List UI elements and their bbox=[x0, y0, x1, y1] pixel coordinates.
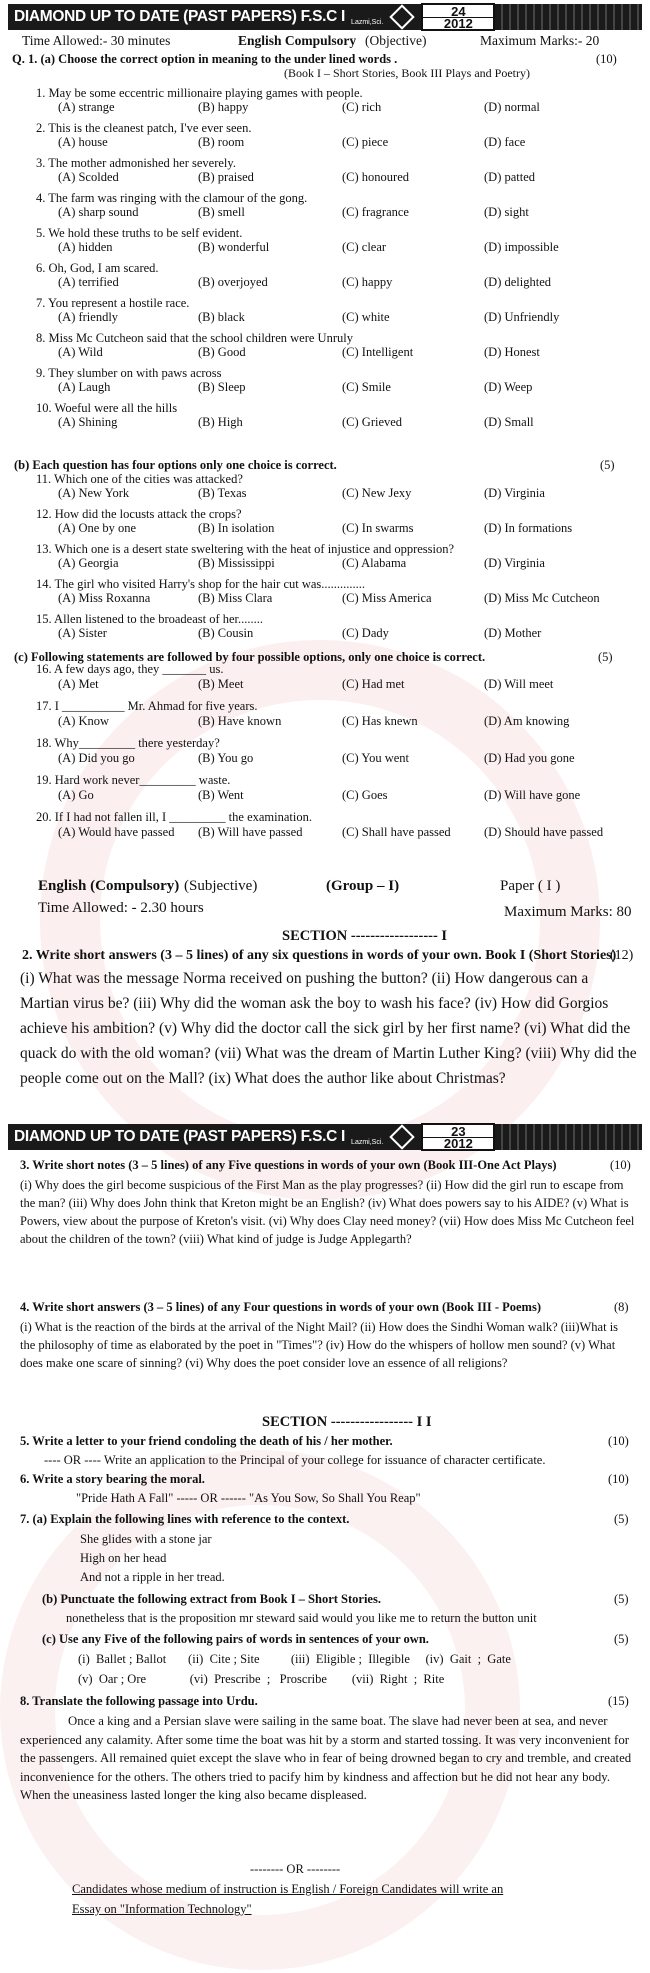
q6-heading: 6. Write a story bearing the moral. bbox=[20, 1472, 205, 1486]
banner-paper-number: 24 bbox=[451, 3, 466, 19]
mcq-option: (B) Mississippi bbox=[198, 556, 275, 570]
mcq-option: (C) piece bbox=[342, 135, 389, 149]
mcq-option: (B) You go bbox=[198, 751, 254, 765]
mcq-option: (B) Meet bbox=[198, 677, 244, 691]
q7c-row-2: (v) Oar ; Ore (vi) Prescribe ; Proscribe (vii) Right ; Rite bbox=[78, 1672, 445, 1686]
q4-heading: 4. Write short answers (3 – 5 lines) of any Four questions in words of your own (Book III - Poems) bbox=[20, 1300, 541, 1314]
mcq-option: (B) room bbox=[198, 135, 245, 149]
q8-heading: 8. Translate the following passage into Urdu. bbox=[20, 1694, 258, 1708]
q7b-heading: (b) Punctuate the following extract from Book I – Short Stories. bbox=[42, 1592, 381, 1606]
q5-heading: 5. Write a letter to your friend condoling the death of his / her mother. bbox=[20, 1434, 393, 1448]
mcq-option: (C) Goes bbox=[342, 788, 388, 802]
mcq-option: (D) Miss Mc Cutcheon bbox=[484, 591, 600, 605]
subjective-paper: Paper ( I ) bbox=[500, 878, 561, 894]
mcq-option: (A) terrified bbox=[58, 275, 119, 289]
mcq-question: 1. May be some eccentric millionaire playing games with people. bbox=[36, 86, 363, 100]
subjective-time: Time Allowed: - 2.30 hours bbox=[38, 900, 204, 916]
banner-brand-second: Lazmi,Sci. bbox=[351, 1138, 384, 1146]
mcq-option: (D) Honest bbox=[484, 345, 540, 359]
mcq-option: (B) Will have passed bbox=[198, 825, 303, 839]
q8-or: -------- OR -------- bbox=[250, 1862, 341, 1876]
essay-topic bbox=[72, 1902, 252, 1917]
mcq-option: (B) smell bbox=[198, 205, 245, 219]
q7a-heading: 7. (a) Explain the following lines with reference to the context. bbox=[20, 1512, 350, 1526]
mcq-option: (C) honoured bbox=[342, 170, 409, 184]
q8-body: Once a king and a Persian slave were sailing in the same boat. The slave had never been at sea, and never experienced any calamity. After some time the boat was hit by a storm and started tossing. It was very inconvenient for the passengers. All remained quiet except the slave who in fear of being drowned began to cry and tremble, and created inconvenience for the others. The others tried to pacify him by kindness and affection but he did not hear any body. When the uneasiness lasted longer the king also became displeased. bbox=[20, 1714, 632, 1802]
mcq-option: (B) Have known bbox=[198, 714, 282, 728]
section-two-heading: SECTION ----------------- I I bbox=[262, 1414, 432, 1430]
mcq-question: 10. Woeful were all the hills bbox=[36, 401, 178, 415]
mcq-option: (A) strange bbox=[58, 100, 115, 114]
mcq-question: 19. Hard work never_________ waste. bbox=[36, 773, 231, 787]
mcq-question: 5. We hold these truths to be self evident. bbox=[36, 226, 243, 240]
mcq-option: (B) happy bbox=[198, 100, 249, 114]
banner-paper-code bbox=[421, 3, 495, 31]
mcq-option: (A) Know bbox=[58, 714, 110, 728]
q1b-heading: (b) Each question has four options only one choice is correct. bbox=[14, 458, 337, 472]
q1b-marks: (5) bbox=[600, 458, 615, 472]
mcq-option: (D) Weep bbox=[484, 380, 533, 394]
q7c-heading: (c) Use any Five of the following pairs of words in sentences of your own. bbox=[42, 1632, 429, 1646]
mcq-question: 3. The mother admonished her severely. bbox=[36, 156, 236, 170]
essay-topic-text: Essay on "Information Technology" bbox=[72, 1902, 252, 1916]
subjective-type: (Subjective) bbox=[184, 878, 258, 894]
diamond-icon bbox=[390, 4, 415, 29]
q7a-line-3: And not a ripple in her tread. bbox=[80, 1570, 225, 1584]
mcq-option: (A) sharp sound bbox=[58, 205, 139, 219]
q3-marks: (10) bbox=[610, 1158, 631, 1172]
mcq-question: 17. I __________ Mr. Ahmad for five years. bbox=[36, 699, 258, 713]
mcq-option: (D) In formations bbox=[484, 521, 573, 535]
q6-marks: (10) bbox=[608, 1472, 629, 1486]
mcq-option: (B) Cousin bbox=[198, 626, 254, 640]
mcq-option: (A) Laugh bbox=[58, 380, 111, 394]
mcq-option: (B) Texas bbox=[198, 486, 247, 500]
q4-body: (i) What is the reaction of the birds at the arrival of the Night Mail? (ii) How does the Sindhi Woman walk? (iii)What is the philosophy of time as elaborated by the poet in "Times"? (iv) How do the whispers of hollow men sound? (v) What does make one scare of sinning? (vi) Why does the poet consider love an essence of all religions? bbox=[20, 1320, 619, 1370]
subjective-subject: English (Compulsory) bbox=[38, 878, 180, 894]
mcq-option: (C) New Jexy bbox=[342, 486, 412, 500]
mcq-option: (C) rich bbox=[342, 100, 382, 114]
mcq-option: (A) Wild bbox=[58, 345, 103, 359]
subjective-group: (Group – I) bbox=[326, 878, 400, 894]
q1a-heading: Q. 1. (a) Choose the correct option in meaning to the under lined words . bbox=[12, 52, 398, 66]
mcq-option: (D) delighted bbox=[484, 275, 551, 289]
mcq-option: (C) Had met bbox=[342, 677, 405, 691]
mcq-option: (A) Met bbox=[58, 677, 99, 691]
mcq-option: (A) friendly bbox=[58, 310, 119, 324]
paper-type: (Objective) bbox=[365, 33, 427, 48]
mcq-option: (D) Mother bbox=[484, 626, 542, 640]
mcq-option: (A) New York bbox=[58, 486, 130, 500]
mcq-option: (C) You went bbox=[342, 751, 410, 765]
banner-brand: Lazmi,Sci. bbox=[351, 18, 384, 26]
mcq-option: (D) Had you gone bbox=[484, 751, 575, 765]
mcq-option: (C) happy bbox=[342, 275, 393, 289]
mcq-question: 2. This is the cleanest patch, I've ever seen. bbox=[36, 121, 252, 135]
q7c-row-1: (i) Ballet ; Ballot (ii) Cite ; Site (iii) Eligible ; Illegible (iv) Gait ; Gate bbox=[78, 1652, 511, 1666]
q7b-body: nonetheless that is the proposition mr steward said would you like me to return the button unit bbox=[66, 1611, 537, 1625]
mcq-option: (A) Shining bbox=[58, 415, 118, 429]
banner-paper-code-second bbox=[421, 1123, 495, 1151]
mcq-option: (B) In isolation bbox=[198, 521, 275, 535]
mcq-option: (B) Miss Clara bbox=[198, 591, 273, 605]
mcq-question: 14. The girl who visited Harry's shop for the hair cut was.............. bbox=[36, 577, 366, 591]
q2-body: (i) What was the message Norma received on pushing the button? (ii) How dangerous can a Martian virus be? (iii) Why did the woman ask the boy to wash his face? (iv) How did Gorgios achieve his ambition? (v) Why did the doctor call the sick girl by her first name? (vi) What did the quack do with the old woman? (vii) What was the dream of Martin Luther King? (viii) Why did the people come out on the Mall? (ix) What does the author like about Christmas? bbox=[20, 970, 637, 1087]
mcq-option: (D) face bbox=[484, 135, 526, 149]
banner-paper-year: 2012 bbox=[423, 17, 493, 29]
banner-title-second: DIAMOND UP TO DATE (PAST PAPERS) F.S.C I bbox=[14, 1128, 346, 1145]
mcq-option: (A) Go bbox=[58, 788, 94, 802]
mcq-option: (B) Went bbox=[198, 788, 244, 802]
subject-title: English Compulsory bbox=[238, 33, 357, 48]
mcq-option: (D) patted bbox=[484, 170, 536, 184]
q7a-marks: (5) bbox=[614, 1512, 629, 1526]
mcq-option: (C) Alabama bbox=[342, 556, 407, 570]
mcq-option: (A) Scolded bbox=[58, 170, 119, 184]
mcq-question: 9. They slumber on with paws across bbox=[36, 366, 222, 380]
header-banner bbox=[8, 4, 642, 30]
mcq-option: (C) Shall have passed bbox=[342, 825, 451, 839]
q1a-subheading: (Book I – Short Stories, Book III Plays and Poetry) bbox=[284, 66, 530, 80]
q2-marks: (12) bbox=[610, 948, 634, 963]
mcq-option: (D) Will have gone bbox=[484, 788, 581, 802]
q1c-heading: (c) Following statements are followed by four possible options, only one choice is correct. bbox=[14, 650, 486, 664]
banner-paper-year-second: 2012 bbox=[423, 1137, 493, 1149]
mcq-option: (A) Did you go bbox=[58, 751, 135, 765]
mcq-question: 18. Why_________ there yesterday? bbox=[36, 736, 220, 750]
q1c-marks: (5) bbox=[598, 650, 613, 664]
mcq-option: (A) Would have passed bbox=[58, 825, 175, 839]
mcq-option: (D) Should have passed bbox=[484, 825, 604, 839]
mcq-option: (C) Smile bbox=[342, 380, 391, 394]
mcq-question: 15. Allen listened to the broadeast of her........ bbox=[36, 612, 264, 626]
mcq-option: (C) fragrance bbox=[342, 205, 409, 219]
mcq-option: (A) One by one bbox=[58, 521, 137, 535]
mcq-option: (D) Virginia bbox=[484, 486, 545, 500]
section-one-heading: SECTION ------------------ I bbox=[282, 928, 448, 944]
mcq-option: (A) Sister bbox=[58, 626, 107, 640]
time-allowed: Time Allowed:- 30 minutes bbox=[22, 33, 171, 48]
mcq-option: (D) normal bbox=[484, 100, 540, 114]
mcq-question: 12. How did the locusts attack the crops? bbox=[36, 507, 242, 521]
q7a-line-2: High on her head bbox=[80, 1551, 167, 1565]
maximum-marks: Maximum Marks:- 20 bbox=[480, 33, 600, 48]
mcq-question: 4. The farm was ringing with the clamour of the gong. bbox=[36, 191, 308, 205]
mcq-question: 6. Oh, God, I am scared. bbox=[36, 261, 159, 275]
mcq-option: (A) Miss Roxanna bbox=[58, 591, 151, 605]
mcq-option: (B) Sleep bbox=[198, 380, 246, 394]
mcq-option: (D) Virginia bbox=[484, 556, 545, 570]
mcq-option: (C) Grieved bbox=[342, 415, 403, 429]
mcq-question: 13. Which one is a desert state sweltering with the heat of injustice and oppression? bbox=[36, 542, 455, 556]
q3-heading: 3. Write short notes (3 – 5 lines) of any Five questions in words of your own (Book III-One Act Plays) bbox=[20, 1158, 557, 1172]
mcq-option: (B) Good bbox=[198, 345, 246, 359]
mcq-option: (C) Has knewn bbox=[342, 714, 418, 728]
q7b-marks: (5) bbox=[614, 1592, 629, 1606]
mcq-option: (D) Will meet bbox=[484, 677, 554, 691]
mcq-option: (D) Small bbox=[484, 415, 534, 429]
banner-title: DIAMOND UP TO DATE (PAST PAPERS) F.S.C I bbox=[14, 8, 346, 25]
mcq-option: (B) praised bbox=[198, 170, 254, 184]
banner-pattern bbox=[495, 4, 642, 30]
q8-marks: (15) bbox=[608, 1694, 629, 1708]
mcq-option: (B) wonderful bbox=[198, 240, 270, 254]
banner-paper-number-second: 23 bbox=[451, 1123, 466, 1139]
mcq-option: (C) Miss America bbox=[342, 591, 432, 605]
mcq-option: (A) Georgia bbox=[58, 556, 119, 570]
mcq-question: 11. Which one of the cities was attacked? bbox=[36, 472, 243, 486]
mcq-option: (D) Am knowing bbox=[484, 714, 570, 728]
mcq-option: (B) overjoyed bbox=[198, 275, 268, 289]
q5-marks: (10) bbox=[608, 1434, 629, 1448]
mcq-question: 7. You represent a hostile race. bbox=[36, 296, 190, 310]
mcq-option: (D) Unfriendly bbox=[484, 310, 560, 324]
header-banner-second bbox=[8, 1124, 642, 1150]
q6-options: "Pride Hath A Fall" ----- OR ------ "As You Sow, So Shall You Reap" bbox=[76, 1491, 421, 1505]
q4-marks: (8) bbox=[614, 1300, 629, 1314]
subjective-marks: Maximum Marks: 80 bbox=[504, 904, 632, 920]
mcq-option: (C) Intelligent bbox=[342, 345, 414, 359]
q7c-marks: (5) bbox=[614, 1632, 629, 1646]
mcq-question: 8. Miss Mc Cutcheon said that the school children were Unruly bbox=[36, 331, 353, 345]
mcq-option: (C) Dady bbox=[342, 626, 389, 640]
mcq-option: (C) In swarms bbox=[342, 521, 414, 535]
mcq-option: (B) black bbox=[198, 310, 245, 324]
q1a-marks: (10) bbox=[596, 52, 617, 66]
mcq-option: (D) sight bbox=[484, 205, 529, 219]
mcq-option: (C) clear bbox=[342, 240, 387, 254]
q2-heading: 2. Write short answers (3 – 5 lines) of any six questions in words of your own. Book I (Short Stories) bbox=[22, 948, 617, 963]
diamond-icon-second bbox=[390, 1124, 415, 1149]
q3-body: (i) Why does the girl become suspicious of the First Man as the play progresses? (ii) How did the girl run to escape from the man? (iii) Why does John think that Kreton might be an English? (iv) What does powers say to his AIDE? (v) What is Powers, view about the purpose of Kreton's visit. (vi) Why does Clay need money? (vii) How does Miss Mc Cutcheon feel about the children of the town? (viii) What kind of judge is Judge Applegarth? bbox=[20, 1178, 635, 1246]
mcq-option: (A) house bbox=[58, 135, 108, 149]
q7a-line-1: She glides with a stone jar bbox=[80, 1532, 212, 1546]
banner-pattern-second bbox=[495, 1124, 642, 1150]
q5-or-option: ---- OR ---- Write an application to the Principal of your college for issuance of character certificate. bbox=[44, 1453, 546, 1467]
mcq-option: (D) impossible bbox=[484, 240, 559, 254]
mcq-question: 20. If I had not fallen ill, I _________ the examination. bbox=[36, 810, 312, 824]
mcq-option: (C) white bbox=[342, 310, 390, 324]
mcq-option: (B) High bbox=[198, 415, 243, 429]
mcq-question: 16. A few days ago, they _______ us. bbox=[36, 662, 224, 676]
essay-note: Candidates whose medium of instruction is English / Foreign Candidates will write an bbox=[72, 1882, 504, 1896]
mcq-option: (A) hidden bbox=[58, 240, 113, 254]
